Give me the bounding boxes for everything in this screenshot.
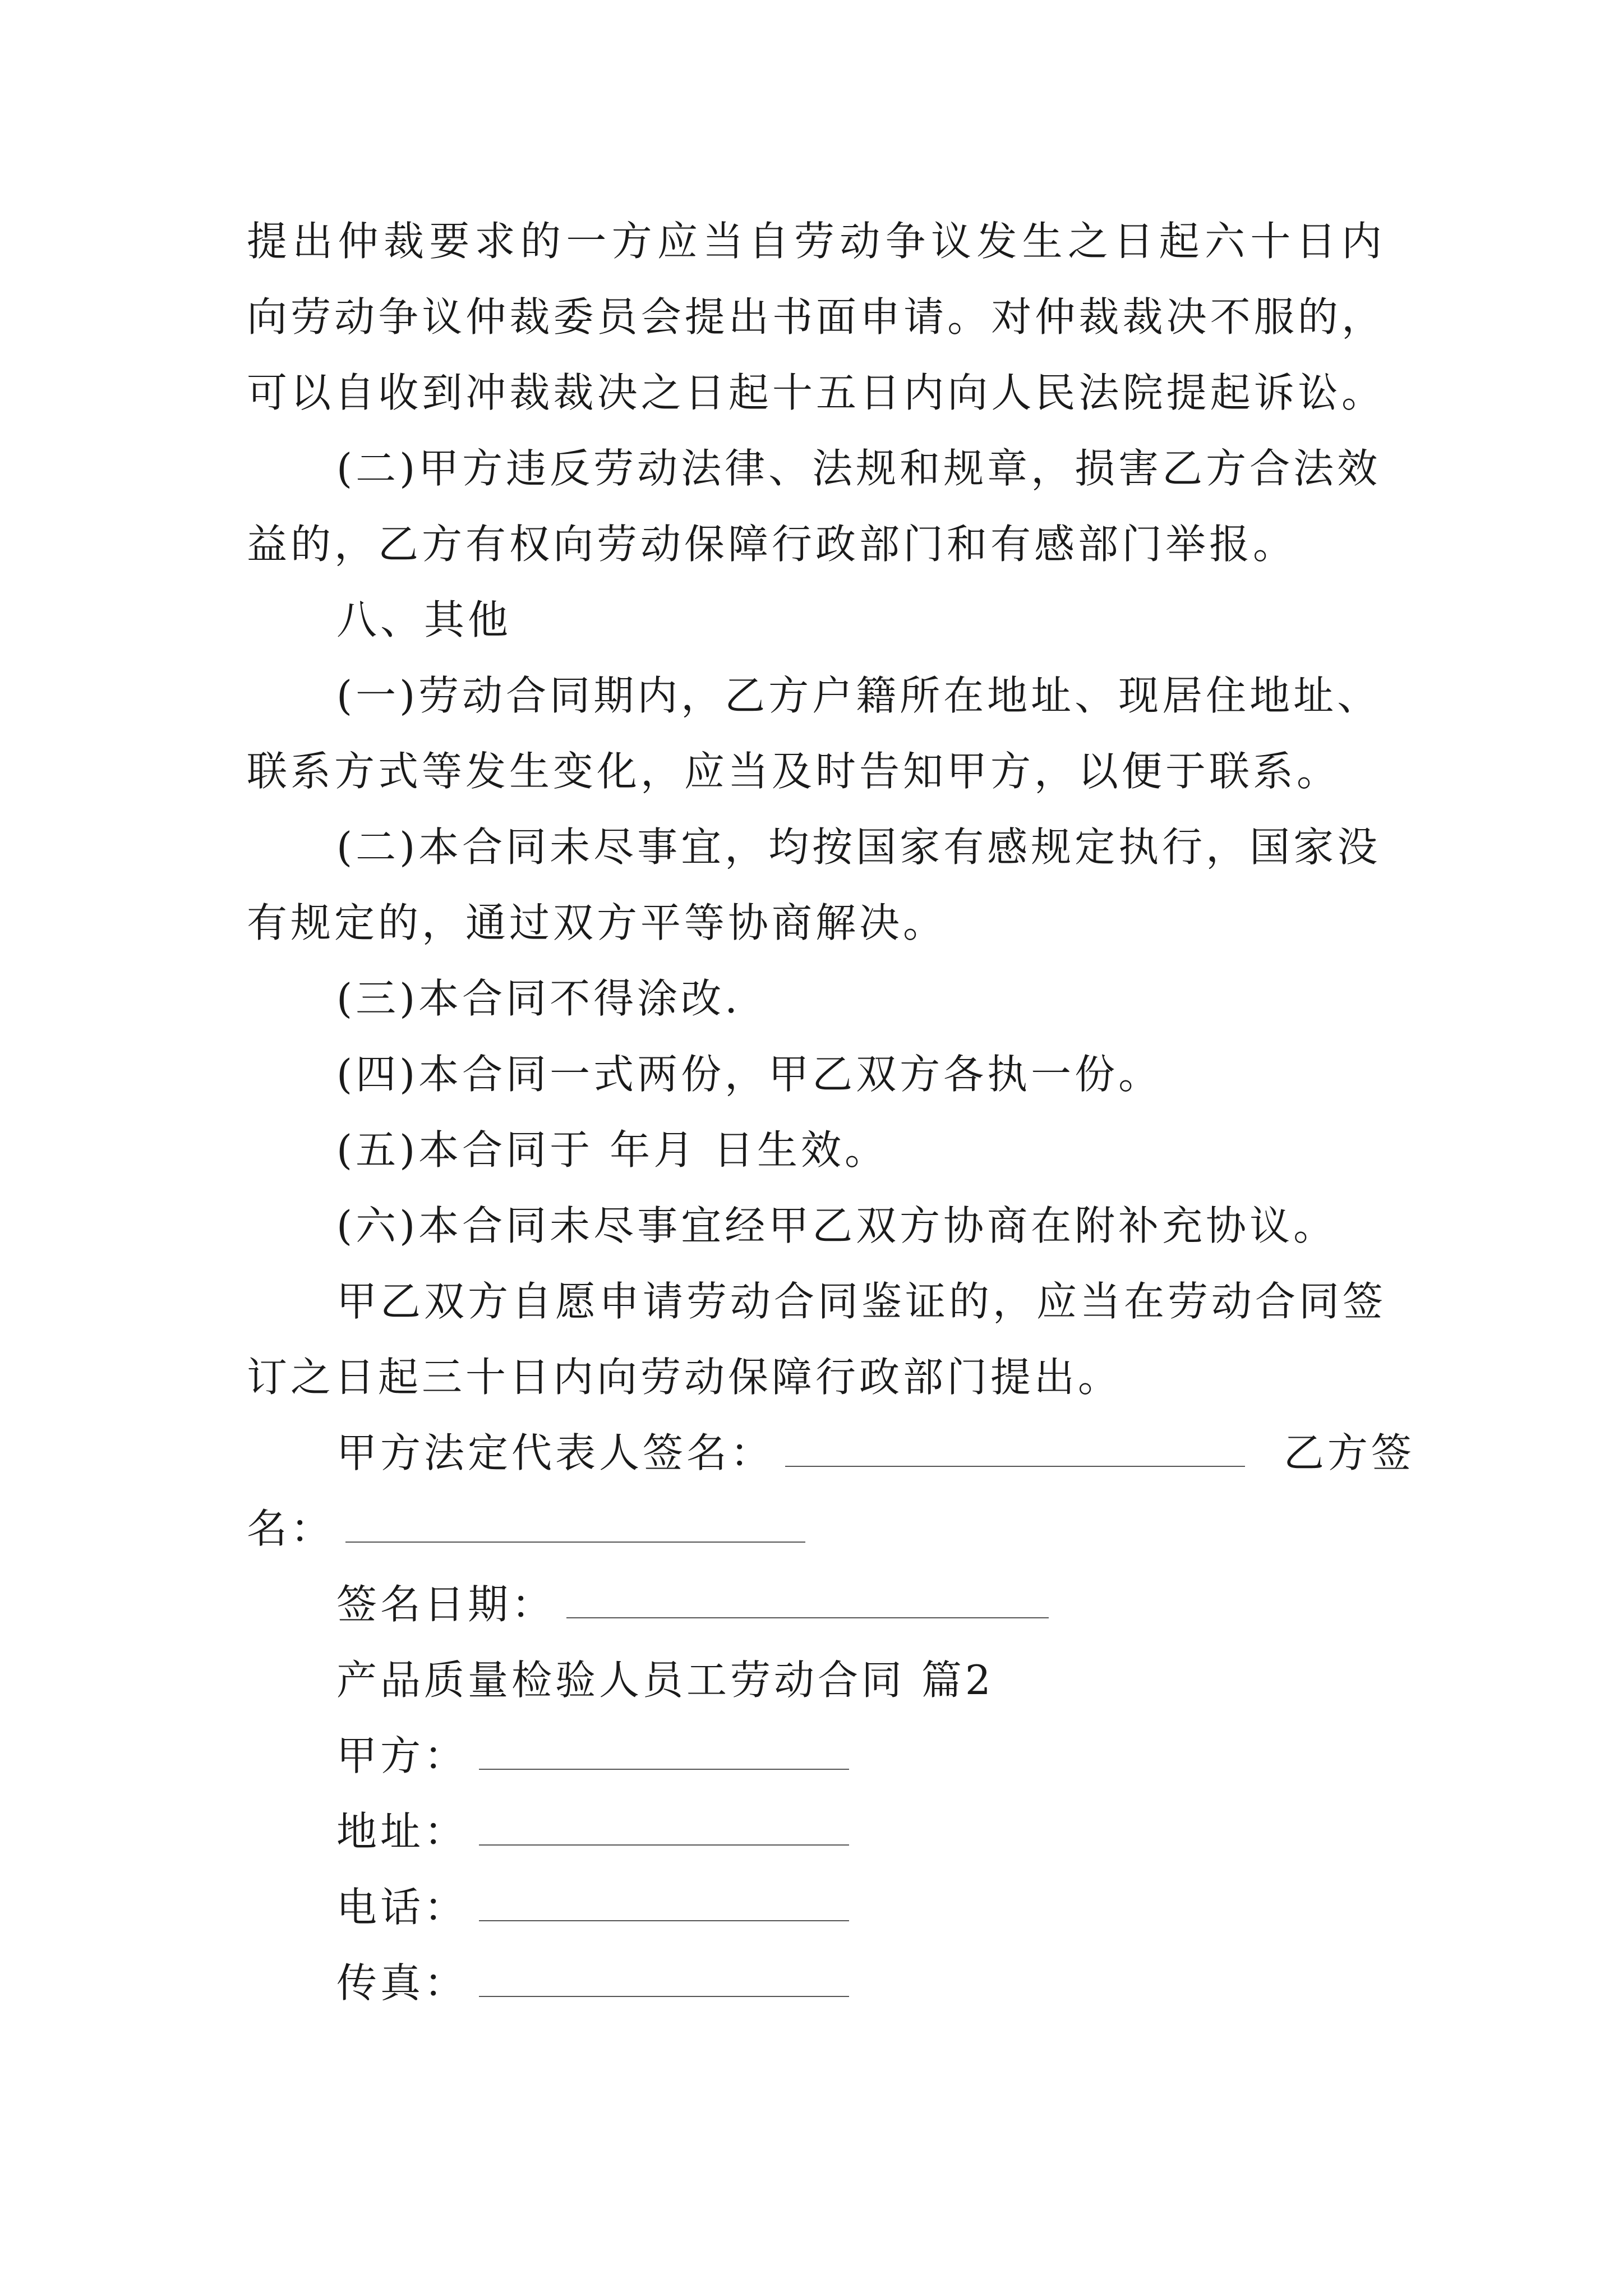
field-line-party-a <box>336 1731 849 1781</box>
paragraph-line: (二)甲方违反劳动法律、法规和规章，损害乙方合法效 <box>336 445 1381 492</box>
field-line-fax <box>336 1958 849 2008</box>
paragraph-line: 甲乙双方自愿申请劳动合同鉴证的，应当在劳动合同签 <box>336 1278 1387 1325</box>
party-b-signature-label-cont: 名： <box>247 1505 335 1552</box>
paragraph-line: (六)本合同未尽事宜经甲乙双方协商在附补充协议。 <box>336 1202 1338 1249</box>
paragraph-line: 向劳动争议仲裁委员会提出书面申请。对仲裁裁决不服的， <box>247 293 1385 341</box>
fax-field-label: 传真： <box>336 1959 468 2007</box>
party-b-signature-label: 乙方签 <box>1283 1429 1415 1476</box>
signature-line-party-b <box>247 1503 805 1554</box>
paragraph-line: (四)本合同一式两份，甲乙双方各执一份。 <box>336 1051 1163 1098</box>
paragraph-line: (三)本合同不得涂改. <box>336 975 741 1022</box>
field-line-address <box>336 1806 849 1857</box>
address-field-label: 地址： <box>336 1808 468 1855</box>
phone-field-blank[interactable] <box>479 1883 849 1921</box>
paragraph-line: 益的，乙方有权向劳动保障行政部门和有感部门举报。 <box>247 521 1297 568</box>
second-contract-title: 产品质量检验人员工劳动合同 篇2 <box>336 1657 994 1704</box>
signature-line-party-a <box>336 1428 1415 1478</box>
paragraph-line: 联系方式等发生变化，应当及时告知甲方，以便于联系。 <box>247 748 1341 795</box>
paragraph-line: (一)劳动合同期内，乙方户籍所在地址、现居住地址、 <box>336 672 1381 719</box>
party-b-signature-blank[interactable] <box>345 1504 805 1543</box>
paragraph-line: (五)本合同于 年月 日生效。 <box>336 1126 888 1174</box>
signature-date-line <box>336 1579 1049 1630</box>
address-field-blank[interactable] <box>479 1807 849 1846</box>
field-line-phone <box>336 1882 849 1932</box>
signature-date-blank[interactable] <box>566 1580 1049 1618</box>
party-a-signature-label: 甲方法定代表人签名： <box>336 1429 774 1476</box>
fax-field-blank[interactable] <box>479 1959 849 1997</box>
party-a-signature-blank[interactable] <box>785 1429 1245 1467</box>
paragraph-line: 可以自收到冲裁裁决之日起十五日内向人民法院提起诉讼。 <box>247 369 1385 416</box>
paragraph-line: (二)本合同未尽事宜，均按国家有感规定执行，国家没 <box>336 823 1381 871</box>
paragraph-line: 提出仲裁要求的一方应当自劳动争议发生之日起六十日内 <box>247 218 1385 265</box>
section-heading: 八、其他 <box>336 596 512 643</box>
party-a-field-label: 甲方： <box>336 1732 468 1779</box>
signature-date-label: 签名日期： <box>336 1581 556 1628</box>
paragraph-line: 订之日起三十日内向劳动保障行政部门提出。 <box>247 1354 1122 1401</box>
phone-field-label: 电话： <box>336 1884 468 1931</box>
paragraph-line: 有规定的，通过双方平等协商解决。 <box>247 899 947 946</box>
party-a-field-blank[interactable] <box>479 1732 849 1770</box>
